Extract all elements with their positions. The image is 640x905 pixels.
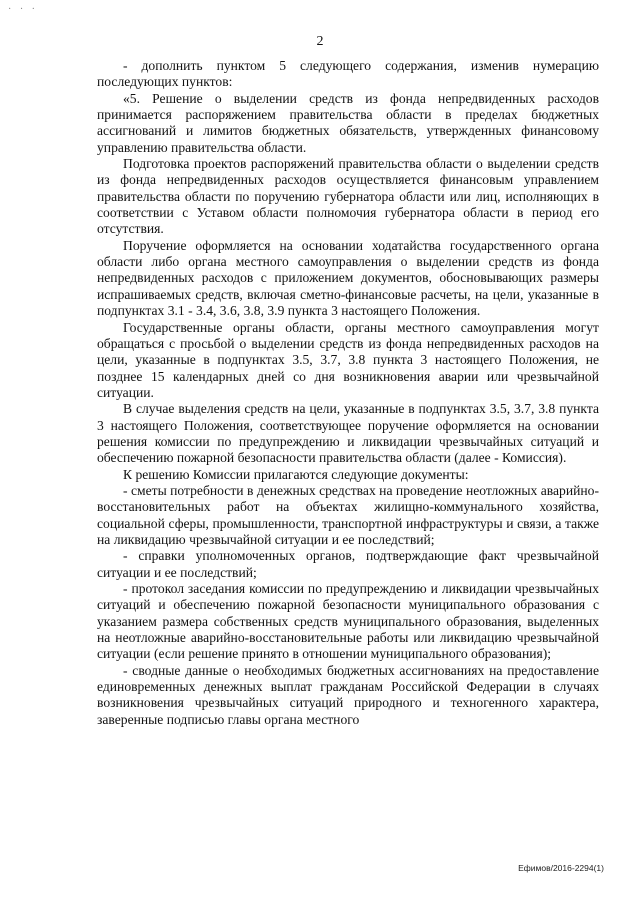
page-number: 2 <box>316 34 324 49</box>
list-item-estimates: - сметы потребности в денежных средствах на проведение неотложных аварийно-восстановительных работ на объектах жилищно-коммунального хозяйства, социальной сферы, промышленности, транспортной инфраструктуры и связи, а также на ликвидацию чрезвычайной ситуации и ее последствий; <box>97 482 599 547</box>
paragraph-documents-intro: К решению Комиссии прилагаются следующие документы: <box>123 466 469 482</box>
paragraph-instruction-basis: Поручение оформляется на основании ходатайства государственного органа области либо органа местного самоуправления о выделении средств из фонда непредвиденных расходов с приложением документов, обосновывающих размеры испрашиваемых средств, включая сметно-финансовые расчеты, на цели, указанные в подпунктах 3.1 - 3.4, 3.6, 3.8, 3.9 пункта 3 настоящего Положения. <box>97 237 599 319</box>
list-item-certificates: - справки уполномоченных органов, подтверждающие факт чрезвычайной ситуации и ее последствий; <box>97 548 599 580</box>
paragraph-draft-preparation: Подготовка проектов распоряжений правительства области о выделении средств из фонда непредвиденных расходов осуществляется финансовым управлением правительства области по поручению губернатора области или лиц, исполняющих в соответствии с Уставом области полномочия губернатора области в период его отсутствия. <box>97 156 599 237</box>
paragraph-commission-decision: В случае выделения средств на цели, указанные в подпунктах 3.5, 3.7, 3.8 пункта 3 настоящего Положения, соответствующее поручение оформляется на основании решения комиссии по предупреждению и ликвидации чрезвычайных ситуаций и обеспечению пожарной безопасности правительства области (далее - Комиссия). <box>97 401 599 466</box>
document-body <box>97 58 599 728</box>
list-item-protocol: - протокол заседания комиссии по предупреждению и ликвидации чрезвычайных ситуаций и обеспечению пожарной безопасности муниципального образования с указанием размера собственных средств муниципального образования, выделенных на неотложные аварийно-восстановительные работы или ликвидацию чрезвычайной ситуации (если решение принято в отношении муниципального образования); <box>97 581 599 662</box>
scan-artifact: · · · <box>8 4 38 15</box>
paragraph-clause-5: «5. Решение о выделении средств из фонда непредвиденных расходов принимается распоряжением правительства области в пределах бюджетных ассигнований и лимитов бюджетных обязательств, утвержденных финансовому управлению правительства области. <box>97 90 599 155</box>
paragraph-amendment-intro: - дополнить пунктом 5 следующего содержания, изменив нумерацию последующих пунктов: <box>97 58 599 90</box>
list-item-summary-data: - сводные данные о необходимых бюджетных ассигнованиях на предоставление единовременных денежных выплат гражданам Российской Федерации в случаях возникновения чрезвычайных ситуаций природного и техногенного характера, заверенные подписью главы органа местного <box>97 662 599 727</box>
document-footer-id: Ефимов/2016-2294(1) <box>518 863 604 873</box>
paragraph-request-deadline: Государственные органы области, органы местного самоуправления могут обращаться с просьбой о выделении средств из фонда непредвиденных расходов на цели, указанные в подпунктах 3.5, 3.7, 3.8 пункта 3 настоящего Положения, не позднее 15 календарных дней со дня возникновения аварии или чрезвычайной ситуации. <box>97 319 599 400</box>
